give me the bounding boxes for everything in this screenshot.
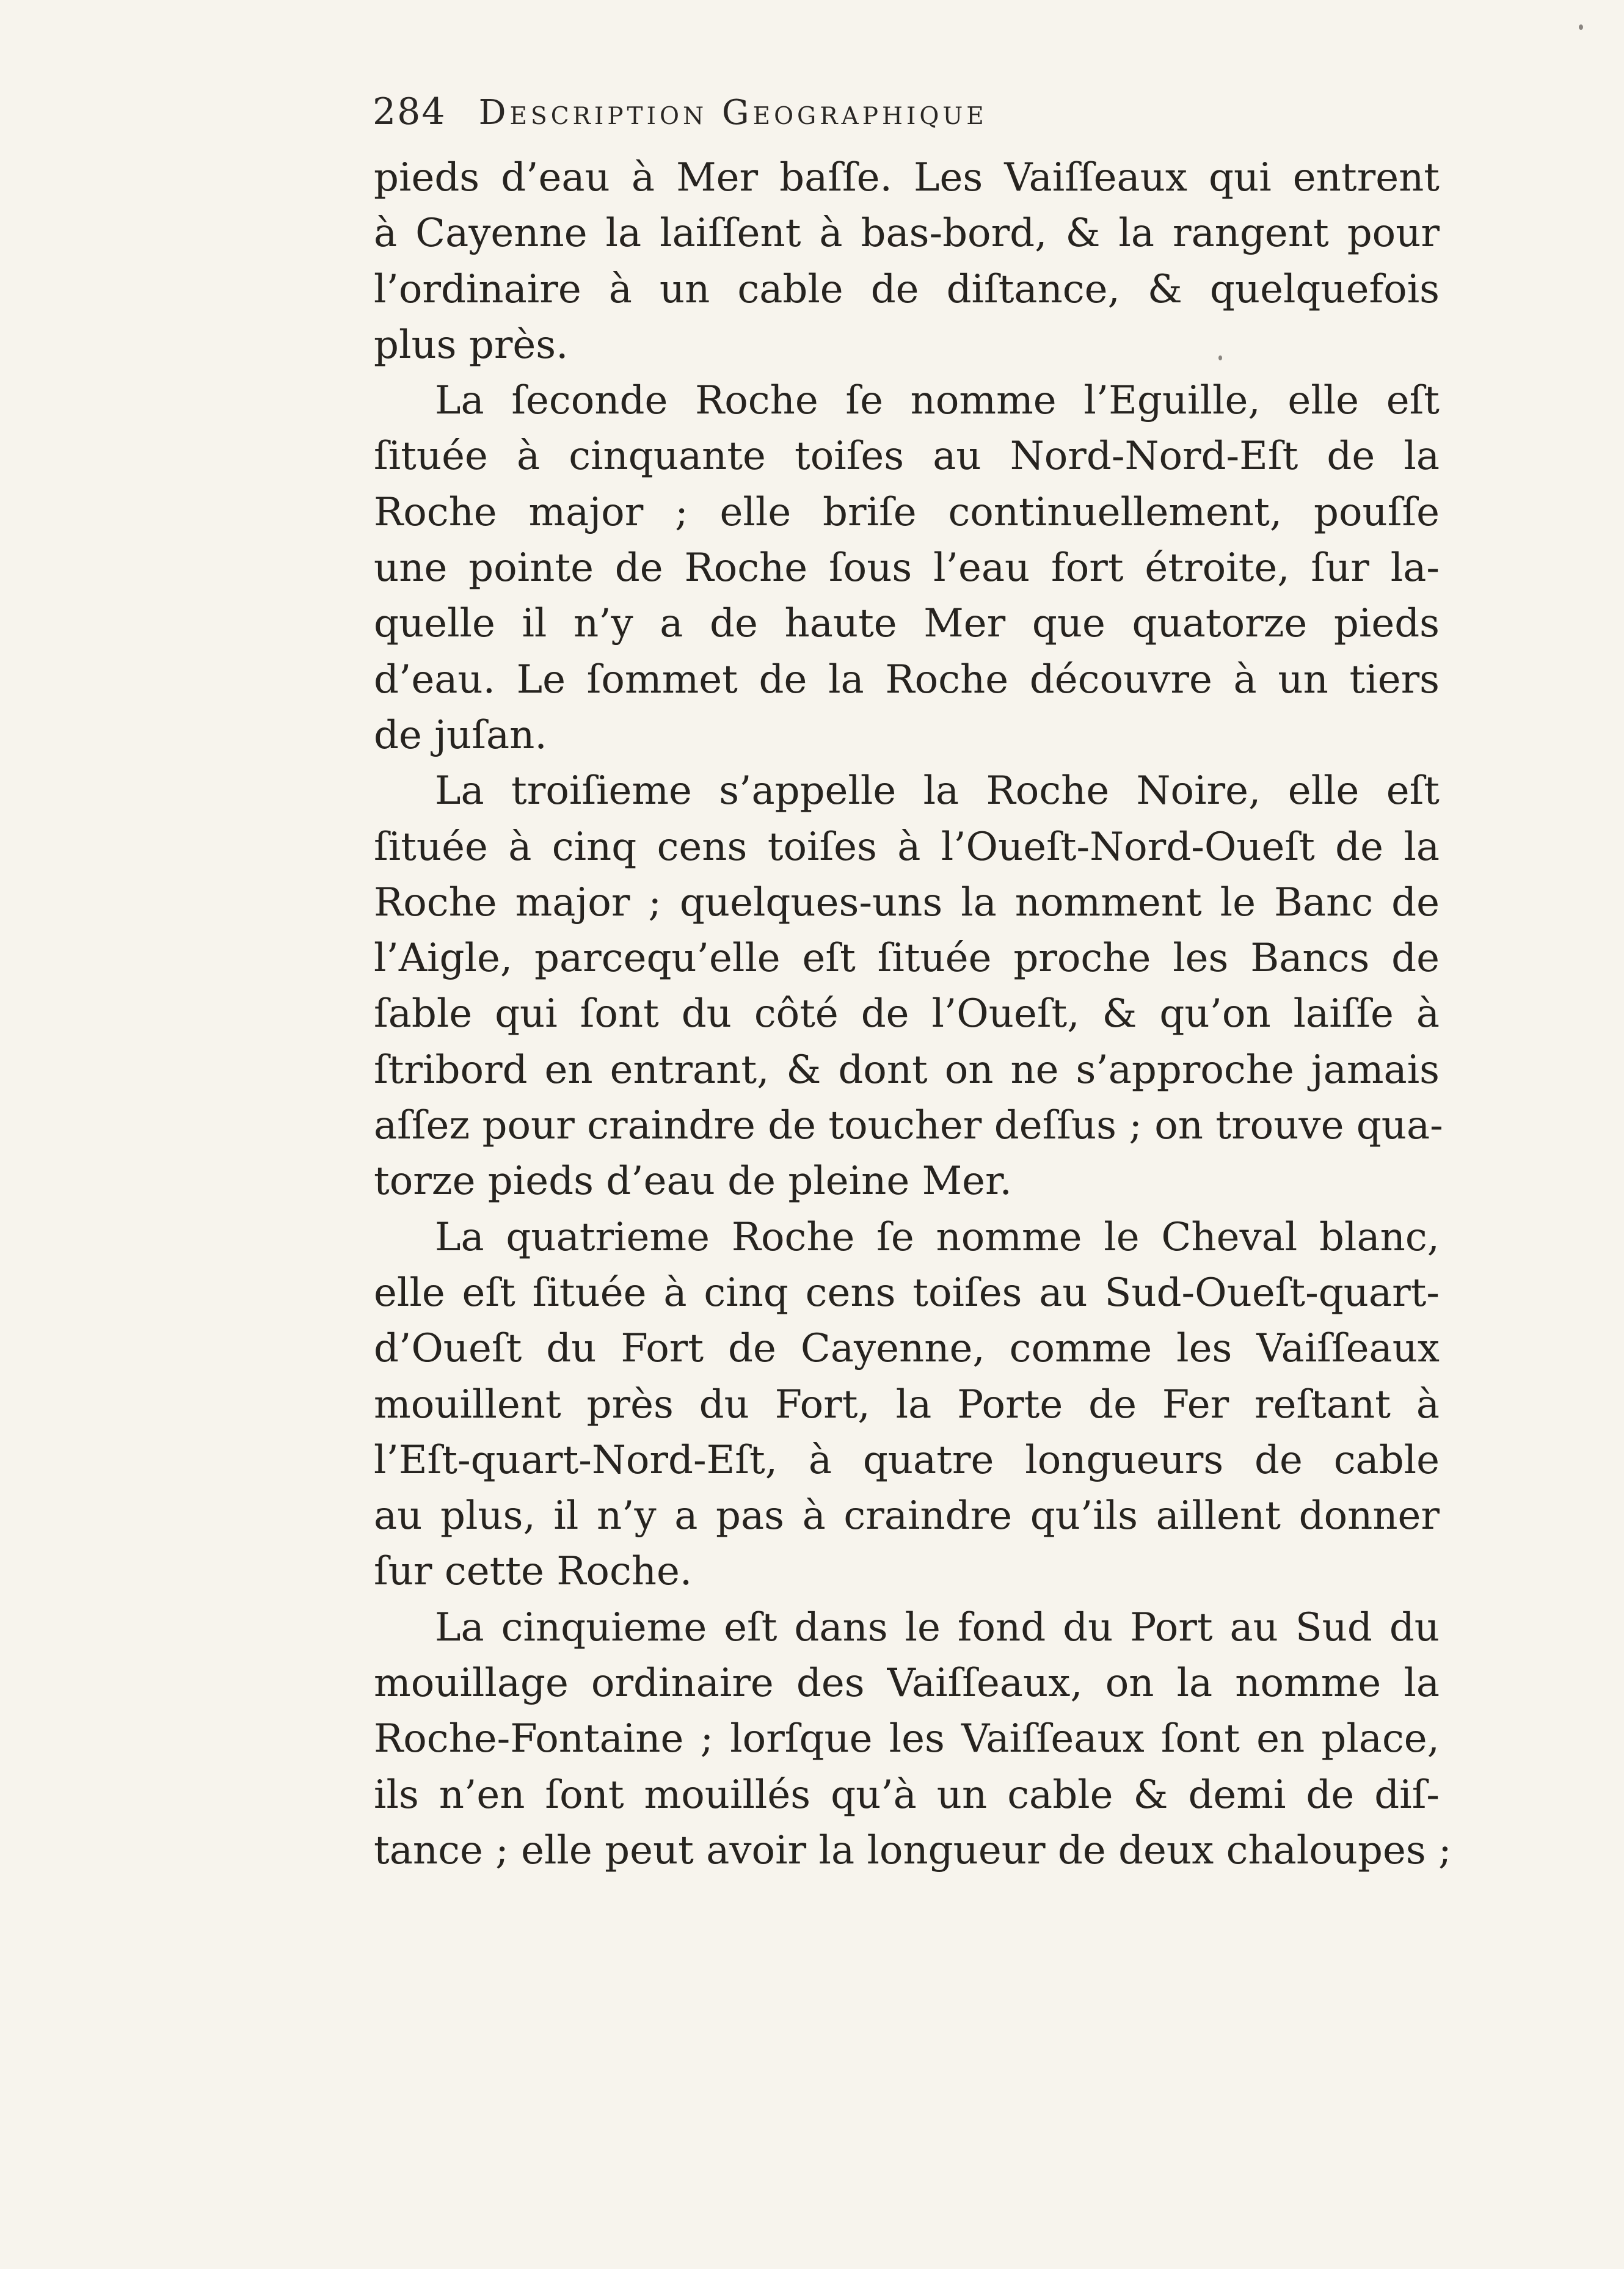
paragraph	[374, 763, 1443, 1209]
text-line: d’Oueſt du Fort de Cayenne, comme les Vaiſſeaux	[374, 1326, 1440, 1372]
text-line: ils n’en ſont mouillés qu’à un cable & demi de diſ-	[374, 1772, 1440, 1818]
paragraph	[374, 373, 1440, 763]
text-line: d’eau. Le ſommet de la Roche découvre à un tiers	[374, 657, 1440, 702]
text-line: ſable qui ſont du côté de l’Oueſt, & qu’on laiſſe à	[374, 991, 1440, 1037]
text-line: La ſeconde Roche ſe nomme l’Eguille, elle eſt	[435, 378, 1440, 424]
paragraph	[374, 1210, 1440, 1600]
paragraph	[374, 1600, 1452, 1879]
text-line: Roche major ; elle briſe continuellement, pouſſe	[374, 489, 1440, 535]
text-line: l’Eſt-quart-Nord-Eſt, à quatre longueurs de cable	[374, 1437, 1440, 1483]
text-line: Roche major ; quelques-uns la nomment le Banc de	[374, 880, 1440, 925]
text-line: l’ordinaire à un cable de diſtance, & quelquefois	[374, 266, 1440, 312]
text-line: à Cayenne la laiſſent à bas-bord, & la rangent pour	[374, 211, 1440, 257]
text-line: tance ; elle peut avoir la longueur de deux chaloupes ;	[374, 1827, 1452, 1873]
text-line: elle eſt ſituée à cinq cens toiſes au Sud-Oueſt-quart-	[374, 1270, 1440, 1316]
page-number: 284	[373, 90, 446, 133]
text-line: La troiſieme s’appelle la Roche Noire, elle eſt	[435, 768, 1440, 814]
text-line: au plus, il n’y a pas à craindre qu’ils aillent donner	[374, 1493, 1440, 1539]
text-line: aſſez pour craindre de toucher deſſus ; on trouve qua-	[374, 1103, 1443, 1149]
text-line: mouillent près du Fort, la Porte de Fer reſtant à	[374, 1382, 1440, 1427]
text-line: plus près.	[374, 322, 569, 368]
text-line: quelle il n’y a de haute Mer que quatorze pieds	[374, 601, 1440, 647]
text-line: torze pieds d’eau de pleine Mer.	[374, 1159, 1012, 1204]
text-line: La quatrieme Roche ſe nomme le Cheval blanc,	[435, 1214, 1440, 1260]
paragraph	[374, 150, 1440, 373]
page-header	[373, 90, 1460, 139]
text-line: ſtribord en entrant, & dont on ne s’approche jamais	[374, 1047, 1440, 1093]
paper-speck	[1579, 24, 1583, 30]
body-text	[374, 150, 1452, 1879]
text-line: une pointe de Roche ſous l’eau fort étroite, ſur la-	[374, 545, 1440, 591]
text-line: pieds d’eau à Mer baſſe. Les Vaiſſeaux qui entrent	[374, 155, 1440, 200]
running-title: Description Geographique	[478, 93, 988, 133]
text-line: Roche-Fontaine ; lorſque les Vaiſſeaux ſont en place,	[374, 1716, 1440, 1762]
text-line: de juſan.	[374, 712, 547, 758]
text-line: l’Aigle, parcequ’elle eſt ſituée proche les Bancs de	[374, 936, 1440, 982]
text-line: La cinquieme eſt dans le fond du Port au Sud du	[435, 1604, 1440, 1650]
text-line: mouillage ordinaire des Vaiſſeaux, on la nomme la	[374, 1661, 1440, 1706]
text-line: ſituée à cinq cens toiſes à l’Oueſt-Nord-Oueſt de la	[374, 824, 1440, 870]
text-line: ſur cette Roche.	[374, 1549, 693, 1595]
text-line: ſituée à cinquante toiſes au Nord-Nord-Eſt de la	[374, 434, 1440, 479]
